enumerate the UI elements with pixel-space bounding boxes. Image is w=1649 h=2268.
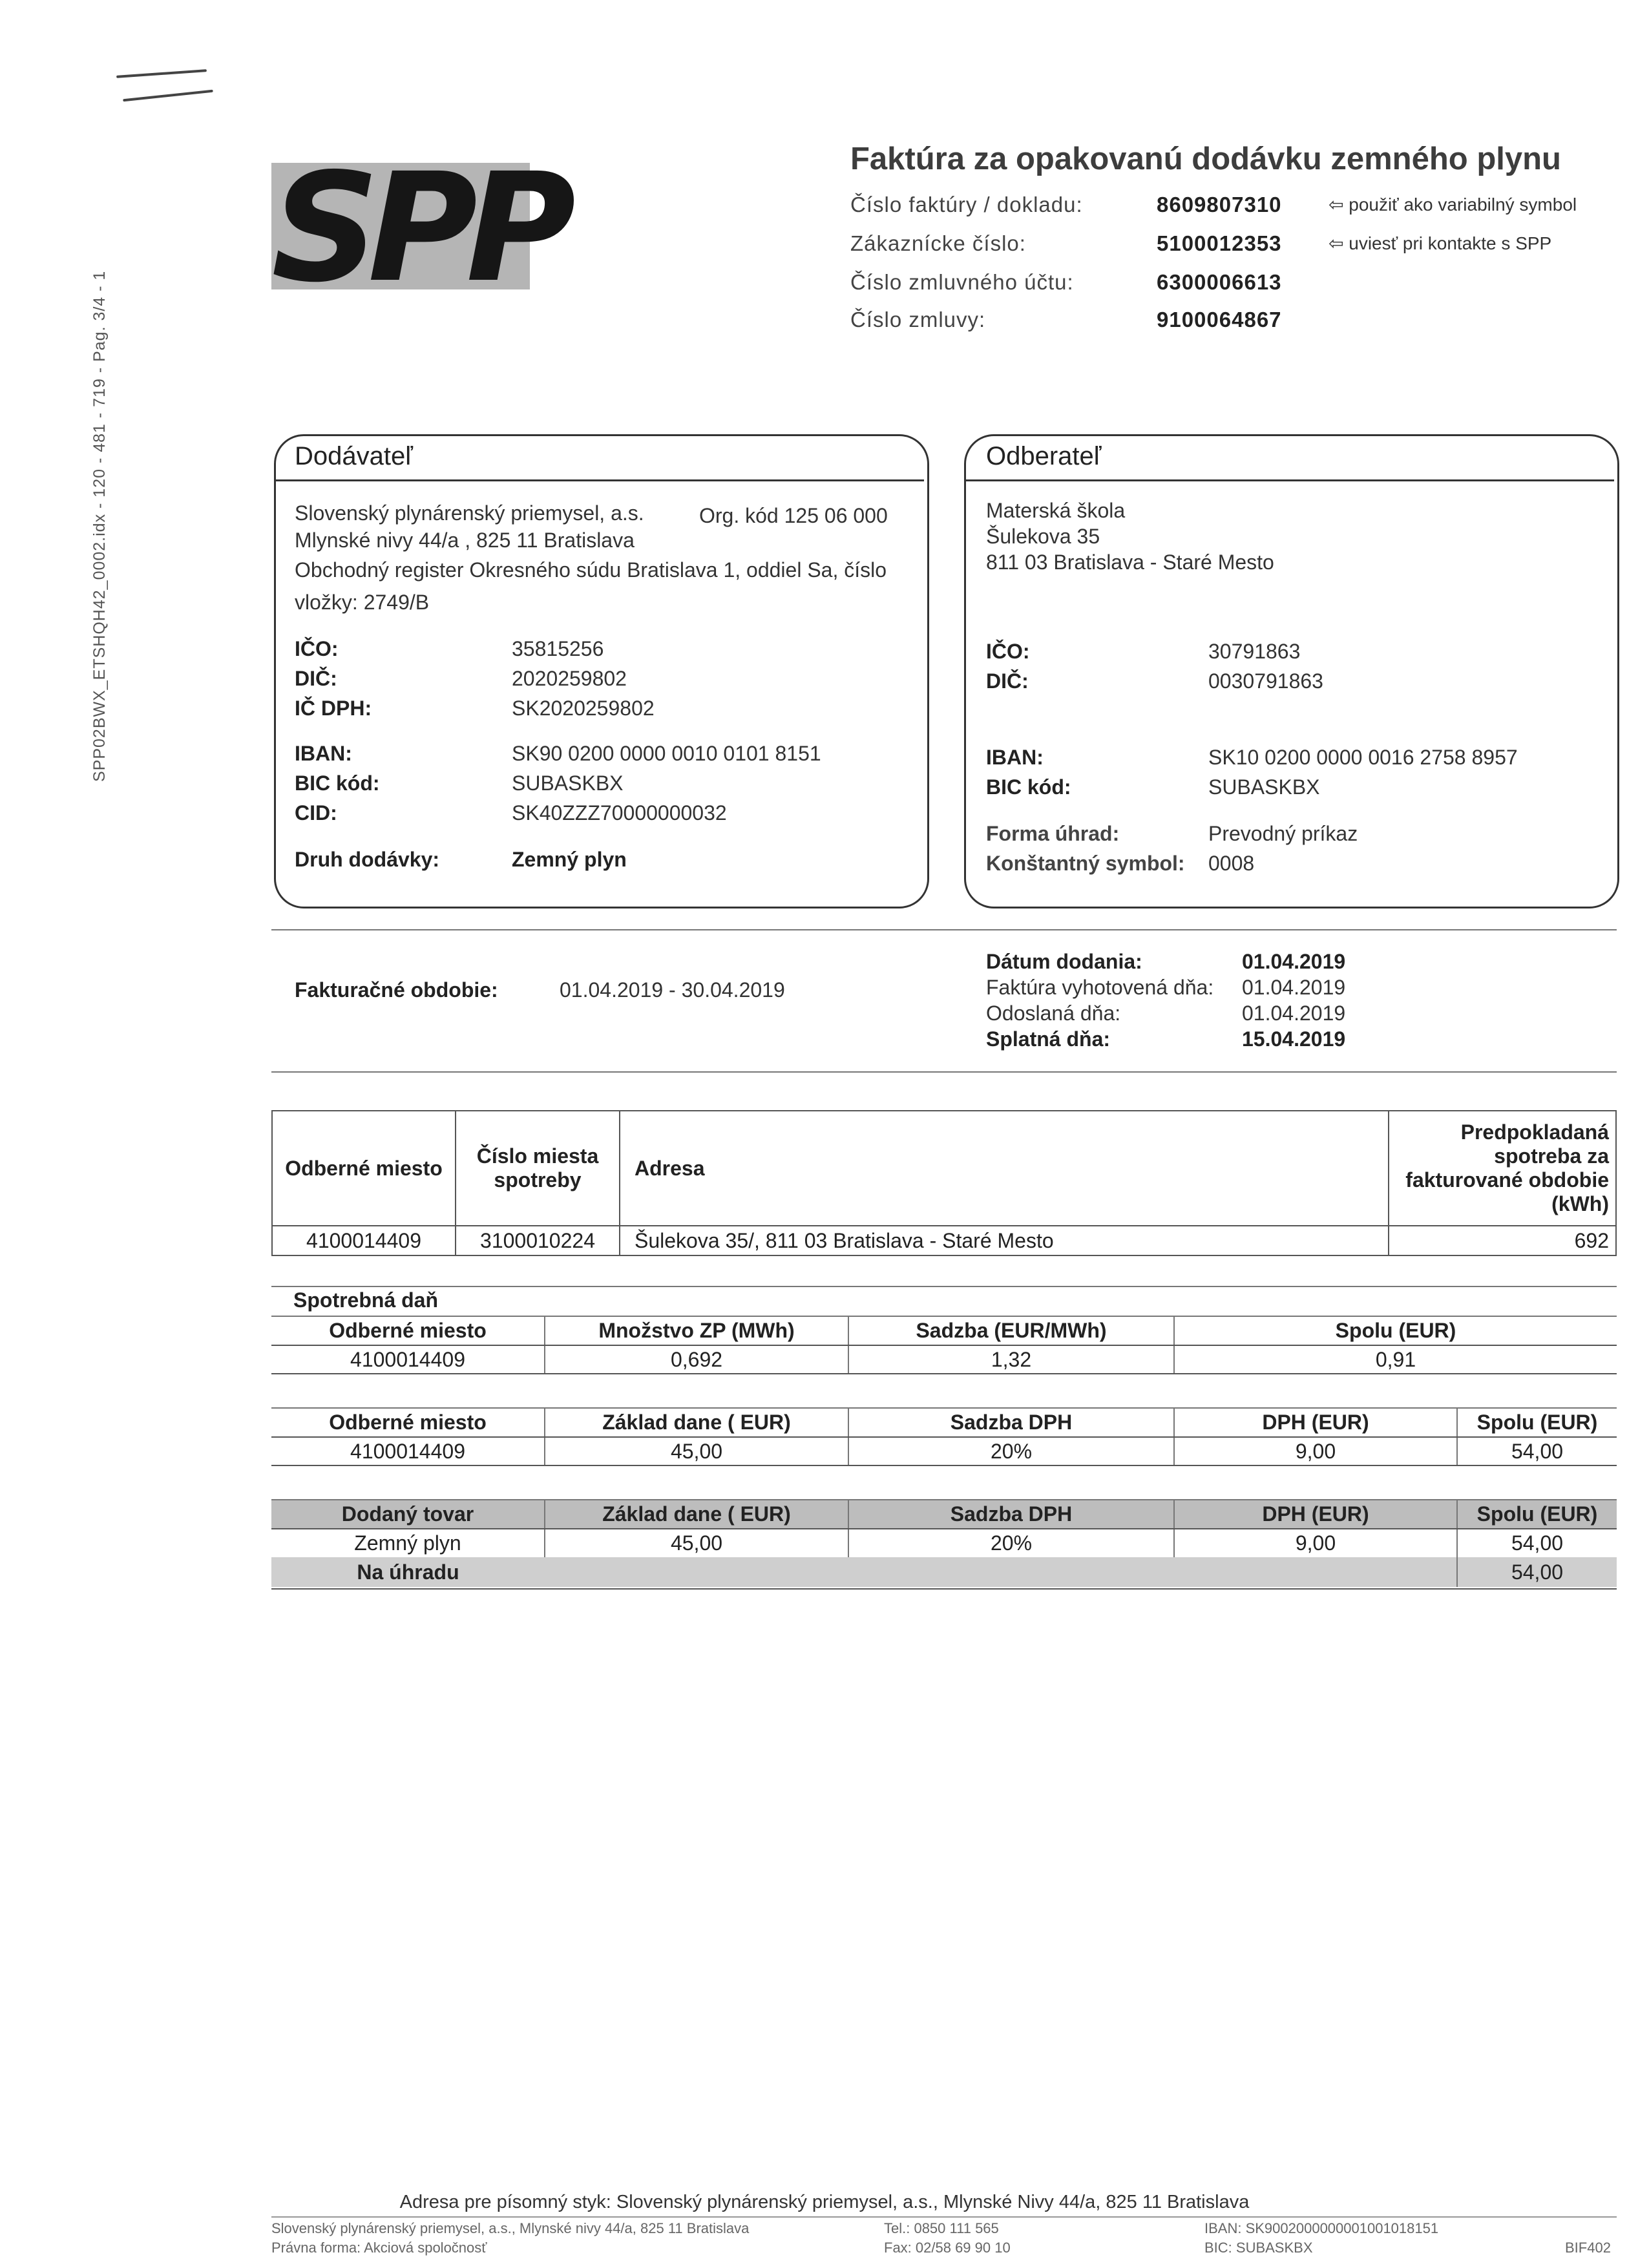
sent-date: 01.04.2019 [1242, 1002, 1346, 1025]
customer-payment: Prevodný príkaz [1208, 822, 1358, 845]
customer-title: Odberateľ [986, 442, 1102, 470]
supplier-name: Slovenský plynárenský priemysel, a.s. [295, 501, 644, 525]
customer-iban-label: IBAN: [986, 746, 1044, 769]
arrow-left-icon: ⇦ uviesť pri kontakte s SPP [1329, 233, 1552, 253]
divider [271, 929, 1617, 930]
table-row: 4100014409 0,692 1,32 0,91 [271, 1345, 1617, 1374]
customer-dic-label: DIČ: [986, 669, 1029, 693]
customer-iban: SK10 0200 0000 0016 2758 8957 [1208, 746, 1518, 769]
customer-constant-symbol: 0008 [1208, 852, 1255, 875]
divider [271, 1071, 1617, 1073]
customer-bic: SUBASKBX [1208, 775, 1320, 799]
billing-period-label: Fakturačné obdobie: [295, 978, 498, 1002]
supplier-supply-type-label: Druh dodávky: [295, 848, 440, 871]
col-header-point: Číslo miesta spotreby [456, 1111, 620, 1226]
supplier-title: Dodávateľ [295, 442, 413, 470]
col-header-place: Odberné miesto [272, 1111, 456, 1226]
supplier-cid: SK40ZZZ70000000032 [512, 801, 727, 824]
supplier-dic-label: DIČ: [295, 667, 337, 690]
divider [275, 479, 924, 481]
sent-label: Odoslaná dňa: [986, 1002, 1121, 1025]
customer-street: Šulekova 35 [986, 525, 1100, 548]
supplier-register-2: vložky: 2749/B [295, 591, 430, 614]
invoice-title: Faktúra za opakovanú dodávku zemného plynu [850, 142, 1561, 176]
customer-constant-symbol-label: Konštantný symbol: [986, 852, 1185, 875]
supplier-supply-type: Zemný plyn [512, 848, 627, 871]
due-date: 15.04.2019 [1242, 1027, 1346, 1051]
arrow-left-icon: ⇦ použiť ako variabilný symbol [1329, 194, 1577, 215]
supplier-iban-label: IBAN: [295, 742, 352, 765]
header-row-contract-number: Číslo zmluvy: 9100064867 [850, 308, 1282, 331]
header-row-account-number: Číslo zmluvného účtu: 6300006613 [850, 270, 1282, 294]
spp-logo: SPP [271, 141, 565, 315]
due-label: Splatná dňa: [986, 1027, 1111, 1051]
customer-ico-label: IČO: [986, 640, 1030, 663]
delivery-date: 01.04.2019 [1242, 950, 1346, 973]
customer-ico: 30791863 [1208, 640, 1301, 663]
supplier-bic-label: BIC kód: [295, 772, 380, 795]
customer-bic-label: BIC kód: [986, 775, 1071, 799]
excise-title: Spotrebná daň [293, 1288, 439, 1312]
excise-table: Odberné miesto Množstvo ZP (MWh) Sadzba (EUR/MWh) Spolu (EUR) 4100014409 0,692 1,32 0,91 [271, 1317, 1617, 1374]
delivery-date-label: Dátum dodania: [986, 950, 1142, 973]
vat-table: Odberné miesto Základ dane ( EUR) Sadzba DPH DPH (EUR) Spolu (EUR) 4100014409 45,00 20% 9,00 54,00 [271, 1409, 1617, 1466]
divider [271, 2216, 1617, 2218]
supplier-dic: 2020259802 [512, 667, 627, 690]
supplier-icdph-label: IČ DPH: [295, 697, 372, 720]
handwritten-mark [123, 90, 213, 102]
col-header-expected: Predpokladaná spotreba za fakturované obdobie (kWh) [1389, 1111, 1616, 1226]
billing-period: 01.04.2019 - 30.04.2019 [560, 978, 785, 1002]
table-row: 4100014409 45,00 20% 9,00 54,00 [271, 1437, 1617, 1465]
divider [965, 479, 1614, 481]
footer-tel: Tel.: 0850 111 565 [884, 2220, 999, 2236]
divider [271, 1588, 1617, 1590]
footer-address: Adresa pre písomný styk: Slovenský plynárenský priemysel, a.s., Mlynské Nivy 44/a, 825 11 Bratislava [399, 2192, 1250, 2212]
scan-index-text: SPP02BWX_ETSHQH42_0002.idx - 120 - 481 - 719 - Pag. 3/4 - 1 [90, 270, 109, 782]
footer-form-code: BIF402 [1565, 2240, 1611, 2256]
customer-city: 811 03 Bratislava - Staré Mesto [986, 551, 1274, 574]
supplier-bic: SUBASKBX [512, 772, 624, 795]
footer-bic: BIC: SUBASKBX [1204, 2240, 1313, 2256]
customer-dic: 0030791863 [1208, 669, 1323, 693]
total-row: Na úhradu 54,00 [271, 1557, 1617, 1587]
header-row-customer-number: Zákaznícke číslo: 5100012353 ⇦ uviesť pri kontakte s SPP [850, 231, 1552, 255]
supplier-register-1: Obchodný register Okresného súdu Bratislava 1, oddiel Sa, číslo [295, 558, 887, 582]
supplier-ico: 35815256 [512, 637, 604, 660]
consumption-table [271, 1110, 1617, 1256]
footer-iban: IBAN: SK9002000000001001018151 [1204, 2220, 1439, 2236]
customer-payment-label: Forma úhrad: [986, 822, 1120, 845]
header-row-invoice-number: Číslo faktúry / dokladu: 8609807310 ⇦ použiť ako variabilný symbol [850, 193, 1577, 216]
col-header-address: Adresa [620, 1111, 1389, 1226]
footer-company: Slovenský plynárenský priemysel, a.s., Mlynské nivy 44/a, 825 11 Bratislava [271, 2220, 750, 2236]
issued-label: Faktúra vyhotovená dňa: [986, 976, 1214, 999]
issued-date: 01.04.2019 [1242, 976, 1346, 999]
footer-fax: Fax: 02/58 69 90 10 [884, 2240, 1011, 2256]
footer-legal-form: Právna forma: Akciová spoločnosť [271, 2240, 487, 2256]
supplier-icdph: SK2020259802 [512, 697, 655, 720]
table-row: 4100014409 3100010224 Šulekova 35/, 811 03 Bratislava - Staré Mesto 692 [272, 1226, 1616, 1255]
supplier-address: Mlynské nivy 44/a , 825 11 Bratislava [295, 529, 635, 552]
divider [271, 1286, 1617, 1287]
goods-table: Dodaný tovar Základ dane ( EUR) Sadzba DPH DPH (EUR) Spolu (EUR) Zemný plyn 45,00 20% 9,00 54,00 Na úhradu 54,00 [271, 1500, 1617, 1587]
supplier-org-code: Org. kód 125 06 000 [699, 504, 888, 527]
customer-name: Materská škola [986, 499, 1126, 522]
handwritten-mark [116, 69, 207, 78]
supplier-ico-label: IČO: [295, 637, 339, 660]
supplier-iban: SK90 0200 0000 0010 0101 8151 [512, 742, 821, 765]
table-row: Zemný plyn 45,00 20% 9,00 54,00 [271, 1529, 1617, 1557]
supplier-cid-label: CID: [295, 801, 337, 824]
